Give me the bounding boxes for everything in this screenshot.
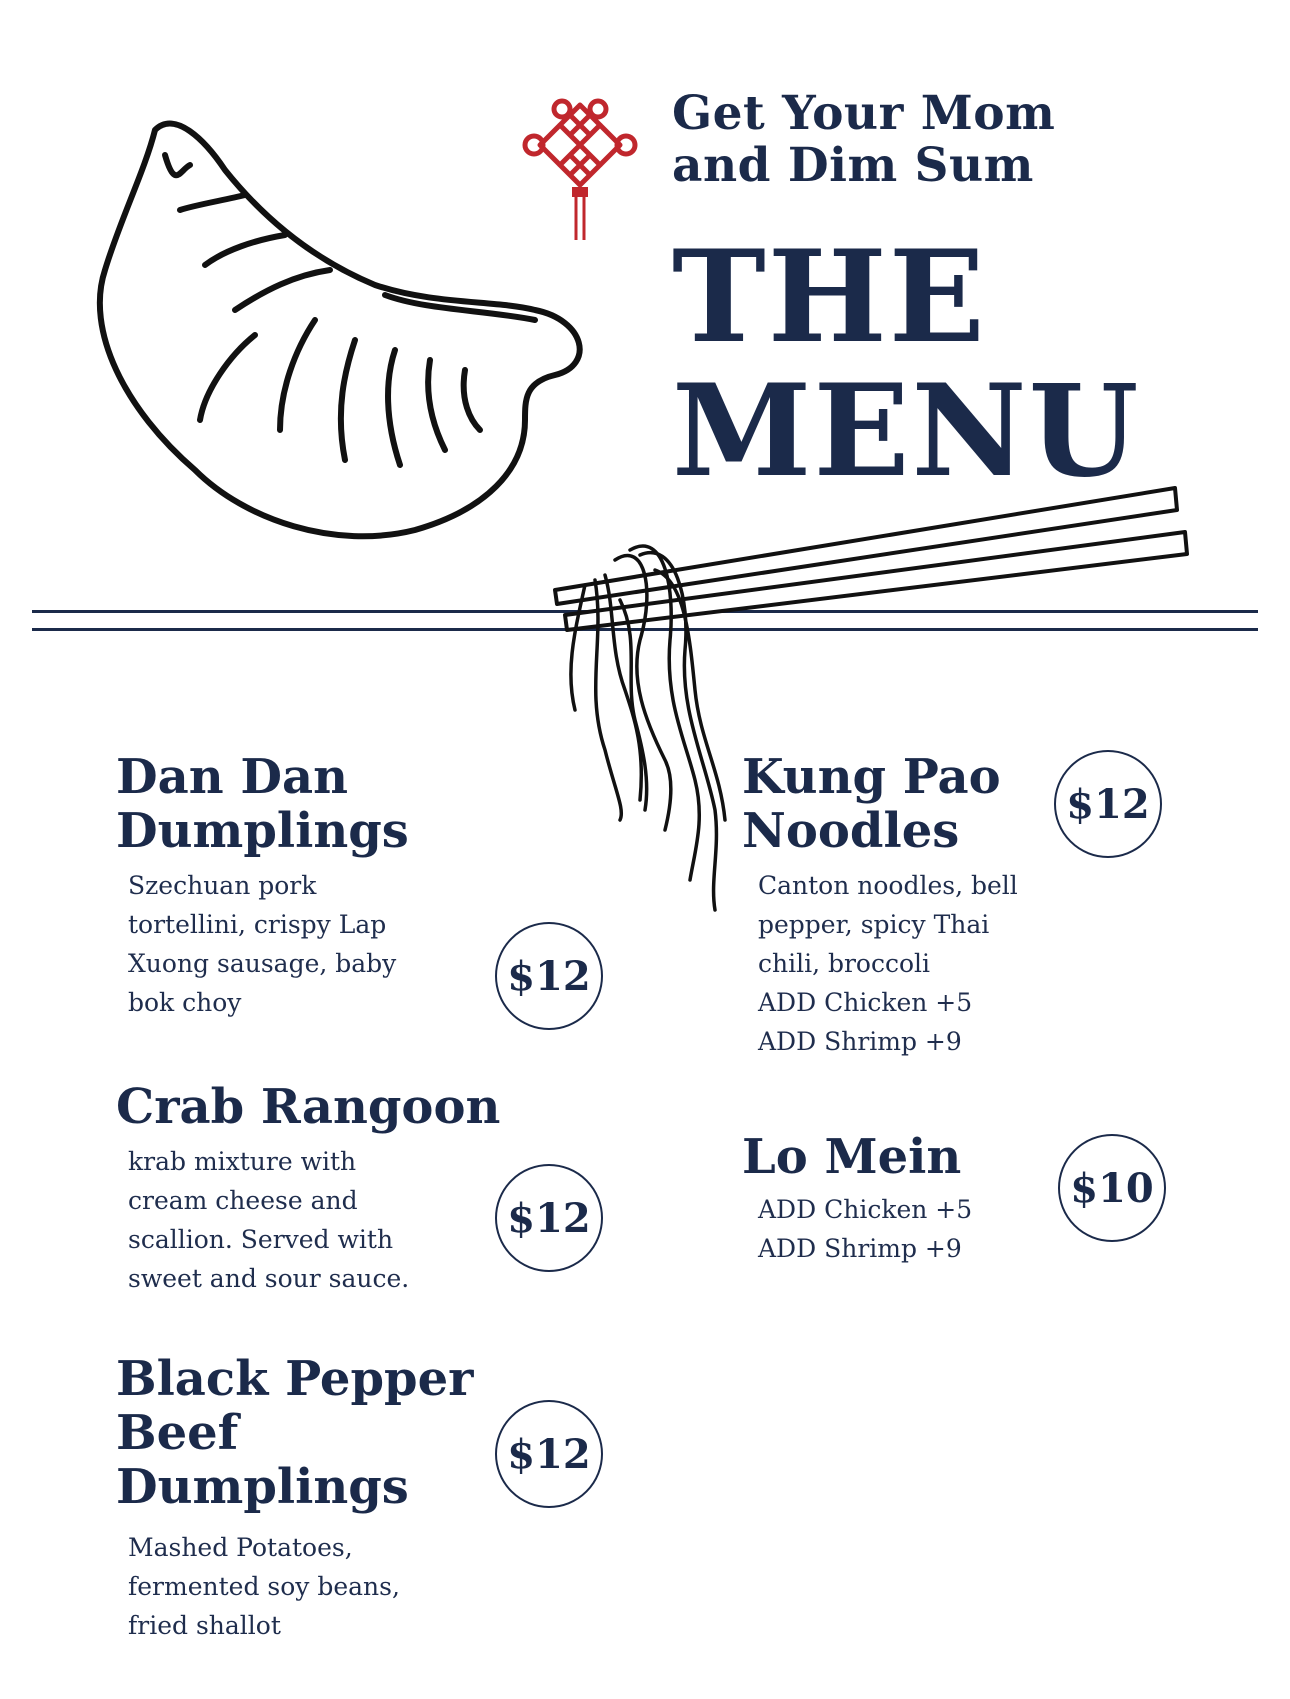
dumpling-illustration bbox=[85, 110, 605, 550]
menu-item-name: Lo Mein bbox=[742, 1129, 962, 1185]
menu-item-name: Black Pepper Beef Dumplings bbox=[116, 1351, 474, 1515]
menu-item-description: Canton noodles, bell pepper, spicy Thai chili, broccoli ADD Chicken +5 ADD Shrimp +9 bbox=[758, 871, 1018, 1056]
menu-item-description: krab mixture with cream cheese and scallion. Served with sweet and sour sauce. bbox=[128, 1147, 410, 1293]
price-badge: $12 bbox=[495, 1164, 603, 1272]
menu-item-name: Dan Dan Dumplings bbox=[116, 749, 409, 859]
price-badge: $10 bbox=[1058, 1134, 1166, 1242]
menu-item-description: Mashed Potatoes, fermented soy beans, fried shallot bbox=[128, 1533, 400, 1640]
menu-item-name: Crab Rangoon bbox=[116, 1079, 501, 1135]
page-title: THE MENU bbox=[672, 223, 1141, 505]
restaurant-name: Get Your Mom and Dim Sum bbox=[672, 86, 1056, 193]
menu-item-description: ADD Chicken +5 ADD Shrimp +9 bbox=[758, 1195, 973, 1263]
price-badge: $12 bbox=[495, 922, 603, 1030]
price-badge: $12 bbox=[495, 1400, 603, 1508]
price-badge: $12 bbox=[1054, 750, 1162, 858]
chopsticks-noodles-illustration bbox=[545, 480, 1200, 930]
menu-item-name: Kung Pao Noodles bbox=[742, 749, 1001, 859]
menu-item-description: Szechuan pork tortellini, crispy Lap Xuong sausage, baby bok choy bbox=[128, 871, 397, 1017]
